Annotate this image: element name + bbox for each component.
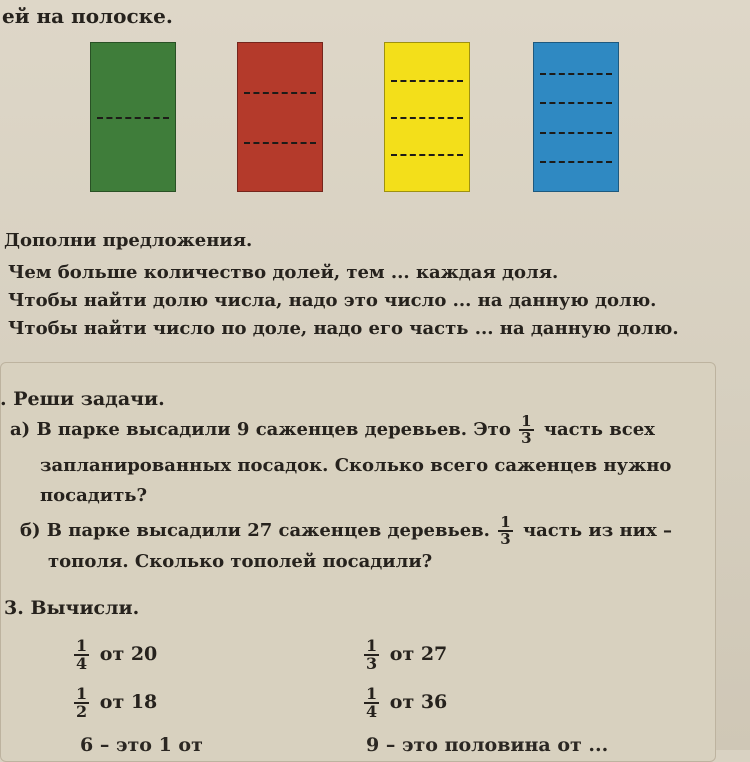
fraction-denominator: 4	[76, 654, 88, 673]
fraction-numerator: 1	[500, 513, 511, 531]
fraction-denominator: 3	[366, 654, 378, 673]
dashed-division-line	[540, 161, 612, 163]
task2a-line1	[10, 414, 655, 446]
task2b-text-before: б) В парке высадили 27 саженцев деревьев.	[20, 520, 490, 541]
dashed-division-line	[97, 117, 169, 119]
dashed-division-line	[244, 142, 316, 144]
sentence-line-1: Чем больше количество долей, тем ... каждая доля.	[8, 262, 559, 283]
calc-item-4	[362, 686, 447, 720]
calc-item-1	[72, 638, 157, 672]
calc-text: от 18	[99, 691, 158, 713]
fraction-denominator: 4	[366, 702, 378, 721]
fraction	[364, 686, 379, 720]
dashed-division-line	[244, 92, 316, 94]
fraction-denominator: 3	[500, 530, 511, 548]
dashed-division-line	[540, 73, 612, 75]
task2b-line2: тополя. Сколько тополей посадили?	[48, 551, 433, 572]
complete-sentences-heading: Дополни предложения.	[4, 230, 253, 251]
blue-strip	[533, 42, 619, 192]
dashed-division-line	[540, 102, 612, 104]
task3-heading: 3. Вычисли.	[4, 597, 140, 619]
sentence-line-3: Чтобы найти число по доле, надо его часть ... на данную долю.	[8, 318, 679, 339]
fraction-one-third	[519, 414, 533, 446]
fraction	[364, 638, 379, 672]
fraction-numerator: 1	[521, 412, 532, 430]
fraction	[74, 638, 89, 672]
task2-heading: . Реши задачи.	[0, 388, 165, 410]
dashed-division-line	[540, 132, 612, 134]
fraction-denominator: 3	[521, 429, 532, 447]
task2b-line1	[20, 515, 672, 547]
task2a-text-after: часть всех	[543, 419, 655, 440]
red-strip	[237, 42, 323, 192]
task2a-line2: запланированных посадок. Сколько всего саженцев нужно	[40, 455, 672, 476]
fraction-one-third	[498, 515, 512, 547]
task-fragment-top: ей на полоске.	[2, 4, 173, 28]
calc-item-5-partial: 6 – это 1 от	[80, 734, 203, 756]
fraction-denominator: 2	[76, 702, 88, 721]
fraction-numerator: 1	[76, 684, 88, 703]
calc-item-2	[362, 638, 447, 672]
fraction-numerator: 1	[366, 684, 378, 703]
calc-item-3	[72, 686, 157, 720]
yellow-strip	[384, 42, 470, 192]
green-strip	[90, 42, 176, 192]
dashed-division-line	[391, 154, 463, 156]
calc-item-6-partial: 9 – это половина от ...	[366, 734, 609, 756]
calc-text: от 27	[389, 643, 448, 665]
task2a-text-before: а) В парке высадили 9 саженцев деревьев. Это	[10, 419, 511, 440]
task2a-line3: посадить?	[40, 485, 148, 506]
calc-text: от 36	[389, 691, 448, 713]
calc-text: от 20	[99, 643, 158, 665]
dashed-division-line	[391, 117, 463, 119]
task2b-text-after: часть из них –	[522, 520, 673, 541]
fraction-numerator: 1	[366, 636, 378, 655]
fraction-numerator: 1	[76, 636, 88, 655]
fraction	[74, 686, 89, 720]
dashed-division-line	[391, 80, 463, 82]
sentence-line-2: Чтобы найти долю числа, надо это число ... на данную долю.	[8, 290, 657, 311]
